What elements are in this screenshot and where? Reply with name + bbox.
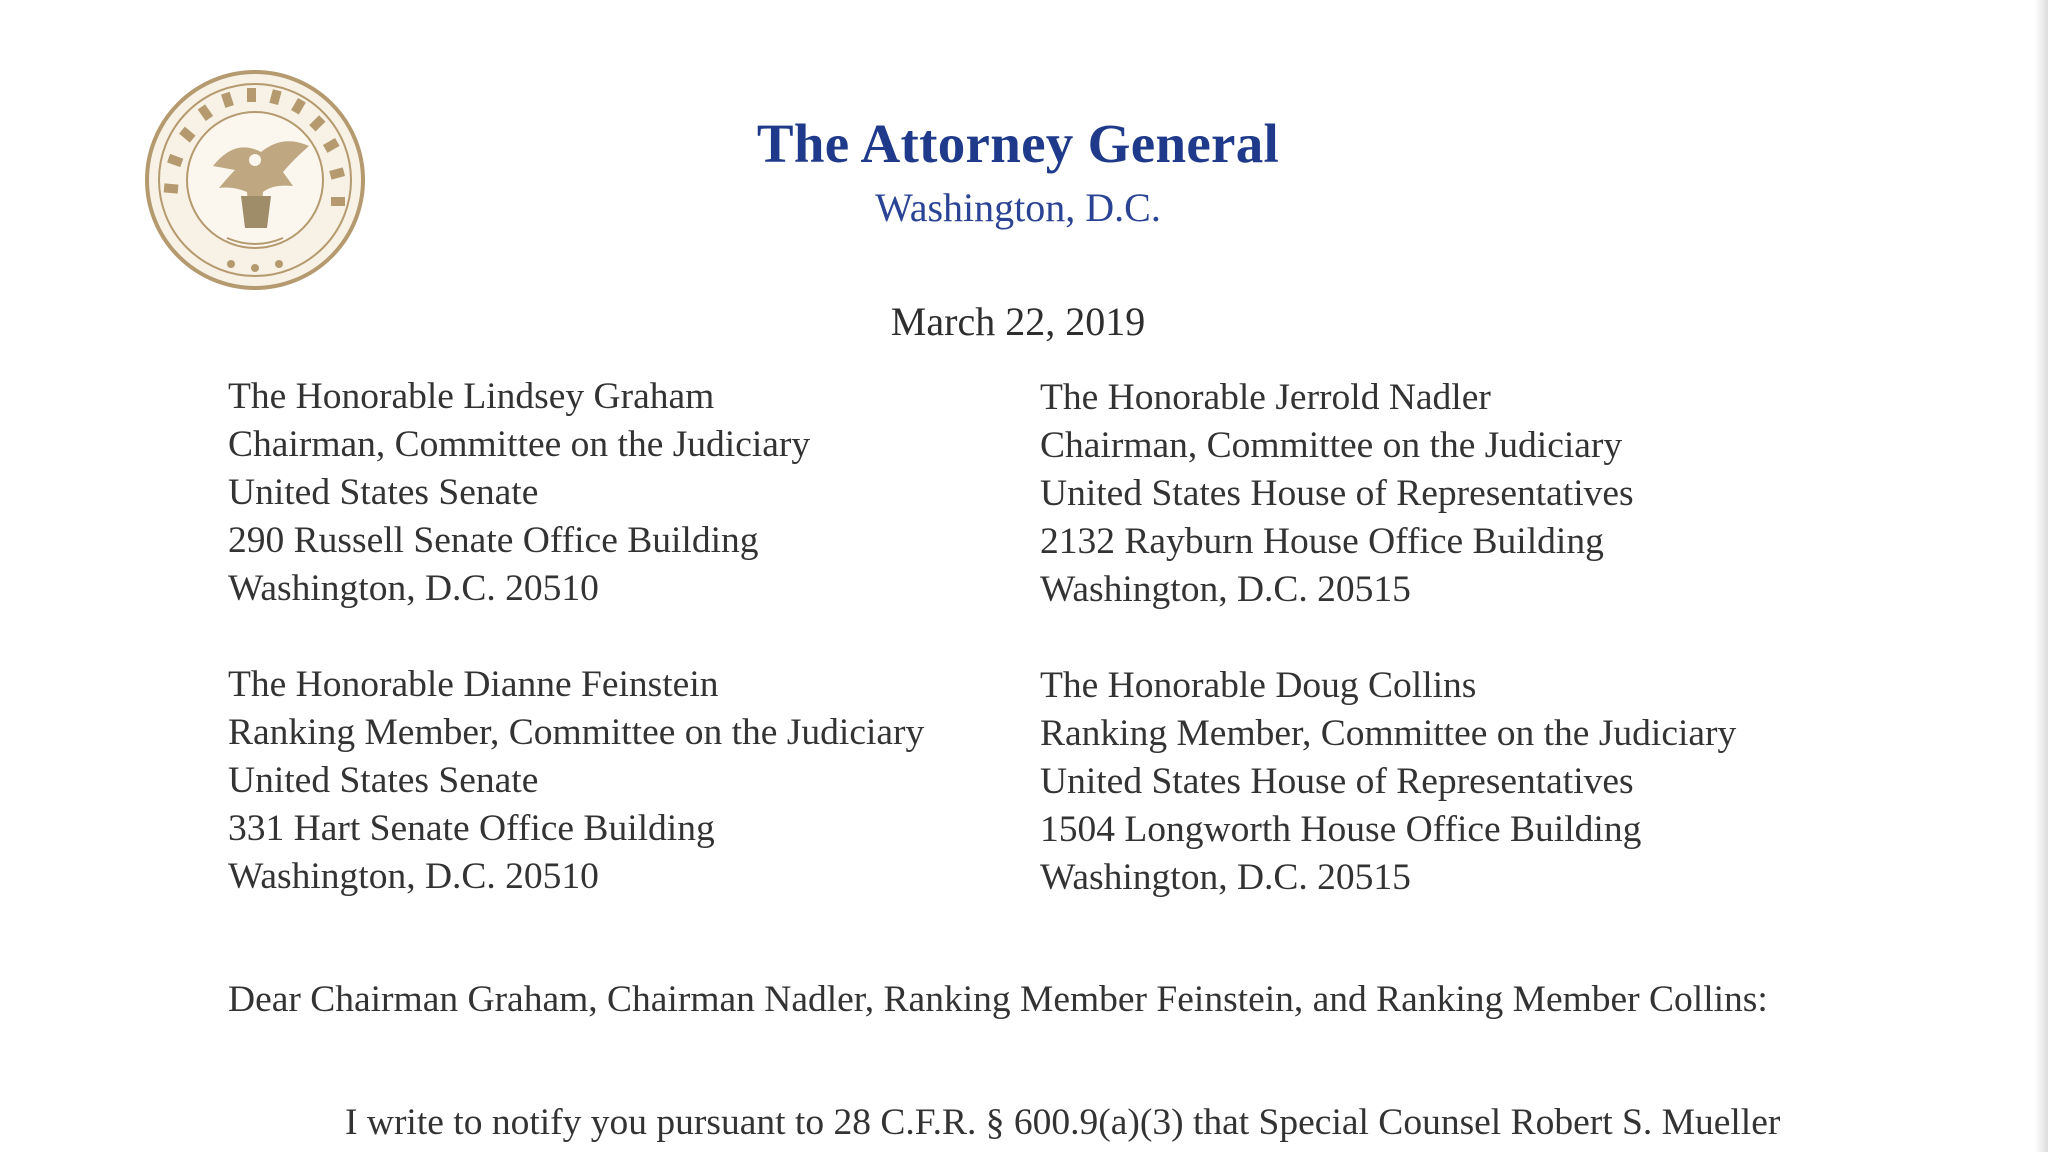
addressee-name: The Honorable Doug Collins	[1040, 665, 1477, 706]
addressee-city: Washington, D.C. 20515	[1040, 569, 1411, 610]
addressee-block	[228, 373, 810, 613]
addressee-block	[1040, 374, 1634, 614]
addressee-chamber: United States Senate	[228, 760, 539, 801]
addressee-name: The Honorable Lindsey Graham	[228, 376, 715, 417]
addressee-chamber: United States House of Representatives	[1040, 473, 1634, 514]
addressee-role: Ranking Member, Committee on the Judiciary	[1040, 713, 1737, 754]
addressee-block	[228, 661, 924, 901]
letter-date: March 22, 2019	[890, 299, 1146, 344]
addressee-city: Washington, D.C. 20515	[1040, 857, 1411, 898]
addressee-chamber: United States House of Representatives	[1040, 761, 1634, 802]
addressee-building: 1504 Longworth House Office Building	[1040, 809, 1642, 850]
addressee-city: Washington, D.C. 20510	[228, 568, 599, 609]
addressee-name: The Honorable Jerrold Nadler	[1040, 377, 1491, 418]
addressee-building: 290 Russell Senate Office Building	[228, 520, 759, 561]
body-paragraph-first-line: I write to notify you pursuant to 28 C.F.R. § 600.9(a)(3) that Special Counsel Robert S. Mueller	[345, 1102, 1781, 1143]
addressee-block	[1040, 662, 1736, 902]
addressee-role: Ranking Member, Committee on the Judiciary	[228, 712, 925, 753]
addressee-city: Washington, D.C. 20510	[228, 856, 599, 897]
page-edge-shadow	[2034, 0, 2048, 1152]
letterhead-city: Washington, D.C.	[875, 185, 1161, 230]
letter-salutation: Dear Chairman Graham, Chairman Nadler, Ranking Member Feinstein, and Ranking Member Collins:	[228, 979, 1768, 1020]
addressee-role: Chairman, Committee on the Judiciary	[1040, 425, 1623, 466]
addressee-building: 2132 Rayburn House Office Building	[1040, 521, 1604, 562]
letterhead-title: The Attorney General	[756, 113, 1280, 174]
department-of-justice-seal-icon	[143, 68, 367, 292]
addressee-name: The Honorable Dianne Feinstein	[228, 664, 719, 705]
addressee-chamber: United States Senate	[228, 472, 539, 513]
addressee-building: 331 Hart Senate Office Building	[228, 808, 715, 849]
addressee-role: Chairman, Committee on the Judiciary	[228, 424, 811, 465]
